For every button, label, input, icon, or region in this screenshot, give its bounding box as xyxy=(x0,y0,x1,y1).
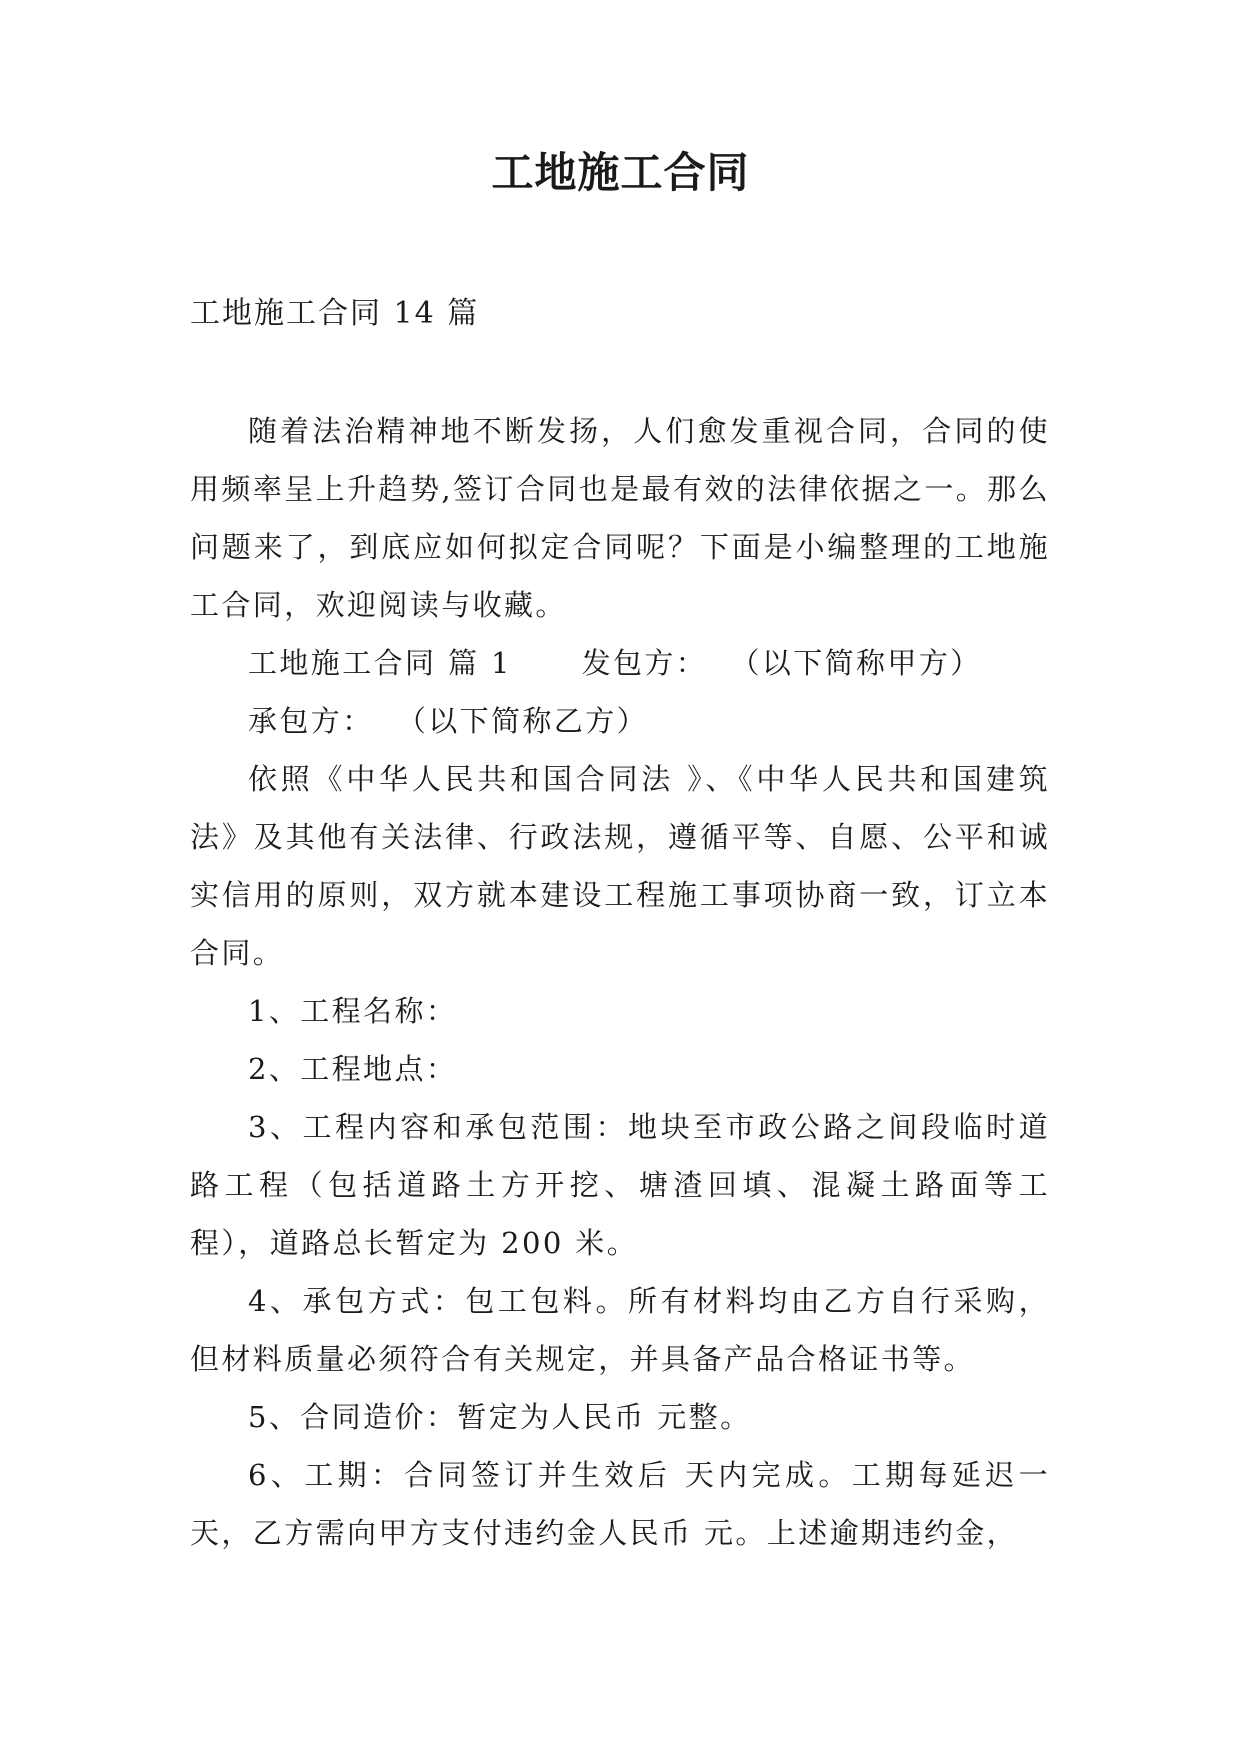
paragraph-contractor: 工地施工合同 篇 1 发包方： （以下简称甲方） xyxy=(248,646,982,680)
document-body xyxy=(190,402,1050,1562)
clause-project-scope: 3、工程内容和承包范围：地块至市政公路之间段临时道路工程（包括道路土方开挖、塘渣回填、混凝土路面等工程），道路总长暂定为 200 米。 xyxy=(190,1110,1050,1260)
clause-construction-period: 6、工期：合同签订并生效后 天内完成。工期每延迟一天，乙方需向甲方支付违约金人民币 元。上述逾期违约金， xyxy=(190,1458,1050,1550)
document-title: 工地施工合同 xyxy=(491,148,750,197)
clause-project-name: 1、工程名称： xyxy=(248,994,458,1028)
document-subtitle: 工地施工合同 14 篇 xyxy=(190,296,480,331)
clause-contract-method: 4、承包方式：包工包料。所有材料均由乙方自行采购，但材料质量必须符合有关规定，并具备产品合格证书等。 xyxy=(190,1284,1050,1376)
clause-contract-price: 5、合同造价：暂定为人民币 元整。 xyxy=(248,1400,752,1434)
paragraph-intro: 随着法治精神地不断发扬，人们愈发重视合同，合同的使用频率呈上升趋势,签订合同也是最有效的法律依据之一。那么问题来了，到底应如何拟定合同呢？下面是小编整理的工地施工合同，欢迎阅读与收藏。 xyxy=(190,414,1050,622)
paragraph-legal-basis: 依照《中华人民共和国合同法 》、《中华人民共和国建筑法》及其他有关法律、行政法规，遵循平等、自愿、公平和诚实信用的原则，双方就本建设工程施工事项协商一致，订立本合同。 xyxy=(190,762,1050,970)
clause-project-location: 2、工程地点： xyxy=(248,1052,458,1086)
paragraph-subcontractor: 承包方： （以下简称乙方） xyxy=(248,704,649,738)
